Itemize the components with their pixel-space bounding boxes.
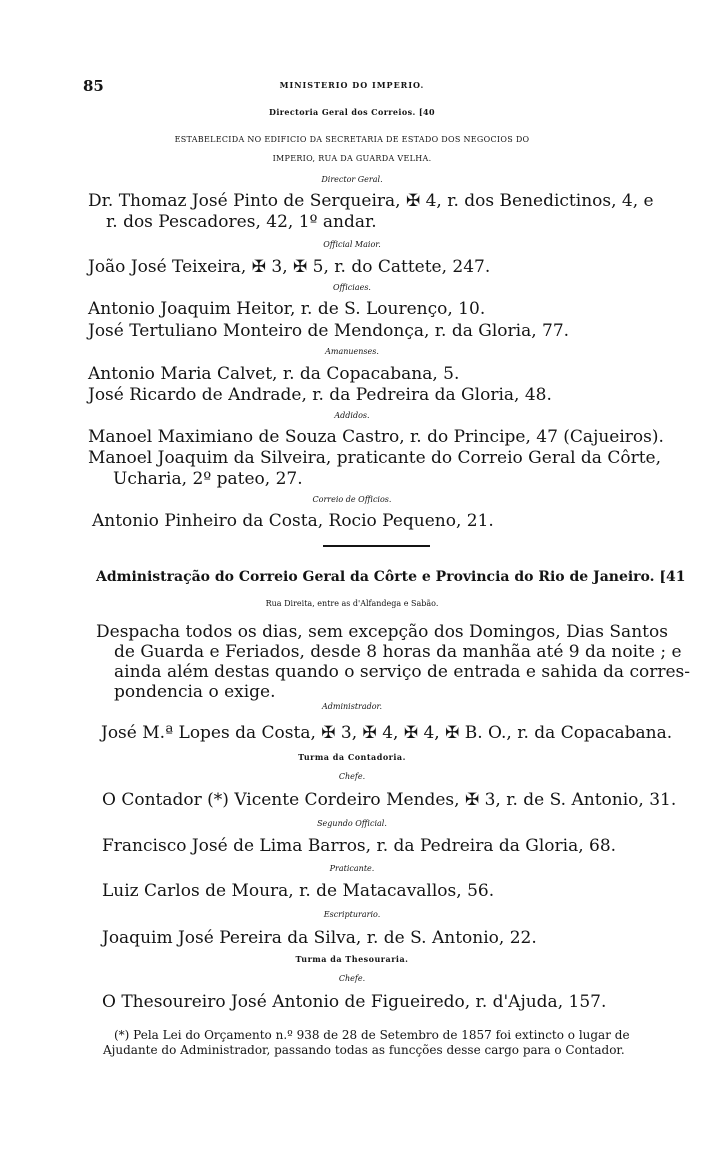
entry-line: Manoel Maximiano de Souza Castro, r. do Principe, 47 (Cajueiros).	[88, 427, 664, 447]
entry-line: Dr. Thomaz José Pinto de Serqueira, ✠ 4, r. dos Benedictinos, 4, e	[88, 191, 654, 211]
role-heading: Administrador.	[321, 702, 383, 711]
section-title-administracao: Administração do Correio Geral da Côrte e Provincia do Rio de Janeiro. [41	[96, 569, 686, 585]
role-heading: Officiaes.	[333, 283, 371, 292]
paragraph-line: pondencia o exige.	[114, 682, 276, 702]
role-heading: Praticante.	[329, 864, 375, 873]
entry-line: José Tertuliano Monteiro de Mendonça, r. da Gloria, 77.	[88, 321, 570, 341]
entry-line: r. dos Pescadores, 42, 1º andar.	[106, 212, 377, 232]
role-heading: Director Geral.	[321, 175, 383, 184]
role-heading: Escripturario.	[323, 910, 381, 919]
group-heading: Turma da Thesouraria.	[295, 954, 409, 964]
running-head: MINISTERIO DO IMPERIO.	[279, 80, 425, 90]
address-line: Rua Direita, entre as d'Alfandega e Sabão.	[265, 599, 439, 608]
footnote-line: Ajudante do Administrador, passando todas as funcções desse cargo para o Contador.	[103, 1043, 625, 1057]
role-heading: Correio de Officios.	[312, 495, 392, 504]
entry-line: Antonio Pinheiro da Costa, Rocio Pequeno, 21.	[92, 511, 494, 531]
role-heading: Official Maior.	[323, 240, 381, 249]
role-heading: Addidos.	[334, 411, 370, 420]
section-title-directoria: Directoria Geral dos Correios. [40	[269, 107, 435, 117]
footnote-line: (*) Pela Lei do Orçamento n.º 938 de 28 de Setembro de 1857 foi extincto o lugar de	[114, 1028, 630, 1042]
section-subtitle-line-2: IMPERIO, RUA DA GUARDA VELHA.	[272, 154, 432, 163]
entry-line: José M.ª Lopes da Costa, ✠ 3, ✠ 4, ✠ 4, ✠ B. O., r. da Copacabana.	[101, 723, 673, 743]
page-number: 85	[83, 77, 104, 95]
entry-line: Manoel Joaquim da Silveira, praticante do Correio Geral da Côrte,	[88, 448, 662, 468]
entry-line: O Thesoureiro José Antonio de Figueiredo, r. d'Ajuda, 157.	[102, 992, 607, 1012]
role-heading: Amanuenses.	[325, 347, 379, 356]
entry-line: Luiz Carlos de Moura, r. de Matacavallos, 56.	[102, 881, 495, 901]
role-heading: Segundo Official.	[317, 819, 387, 828]
role-heading: Chefe.	[338, 974, 366, 983]
group-heading: Turma da Contadoria.	[298, 752, 406, 762]
entry-line: Ucharia, 2º pateo, 27.	[113, 469, 303, 489]
entry-line: José Ricardo de Andrade, r. da Pedreira da Gloria, 48.	[88, 385, 552, 405]
entry-line: O Contador (*) Vicente Cordeiro Mendes, ✠ 3, r. de S. Antonio, 31.	[102, 790, 677, 810]
entry-line: João José Teixeira, ✠ 3, ✠ 5, r. do Cattete, 247.	[88, 257, 491, 277]
paragraph-line: ainda além destas quando o serviço de entrada e sahida da corres-	[114, 662, 691, 682]
entry-line: Antonio Joaquim Heitor, r. de S. Lourenço, 10.	[88, 299, 486, 319]
entry-line: Antonio Maria Calvet, r. da Copacabana, 5.	[88, 364, 460, 384]
role-heading: Chefe.	[338, 772, 366, 781]
entry-line: Francisco José de Lima Barros, r. da Pedreira da Gloria, 68.	[102, 836, 617, 856]
section-divider	[323, 545, 430, 547]
section-subtitle-line-1: ESTABELECIDA NO EDIFICIO DA SECRETARIA DE ESTADO DOS NEGOCIOS DO	[174, 135, 530, 144]
paragraph-line: de Guarda e Feriados, desde 8 horas da manhãa até 9 da noite ; e	[114, 642, 682, 662]
paragraph-line: Despacha todos os dias, sem excepção dos Domingos, Dias Santos	[96, 622, 668, 642]
entry-line: Joaquim José Pereira da Silva, r. de S. Antonio, 22.	[102, 928, 537, 948]
